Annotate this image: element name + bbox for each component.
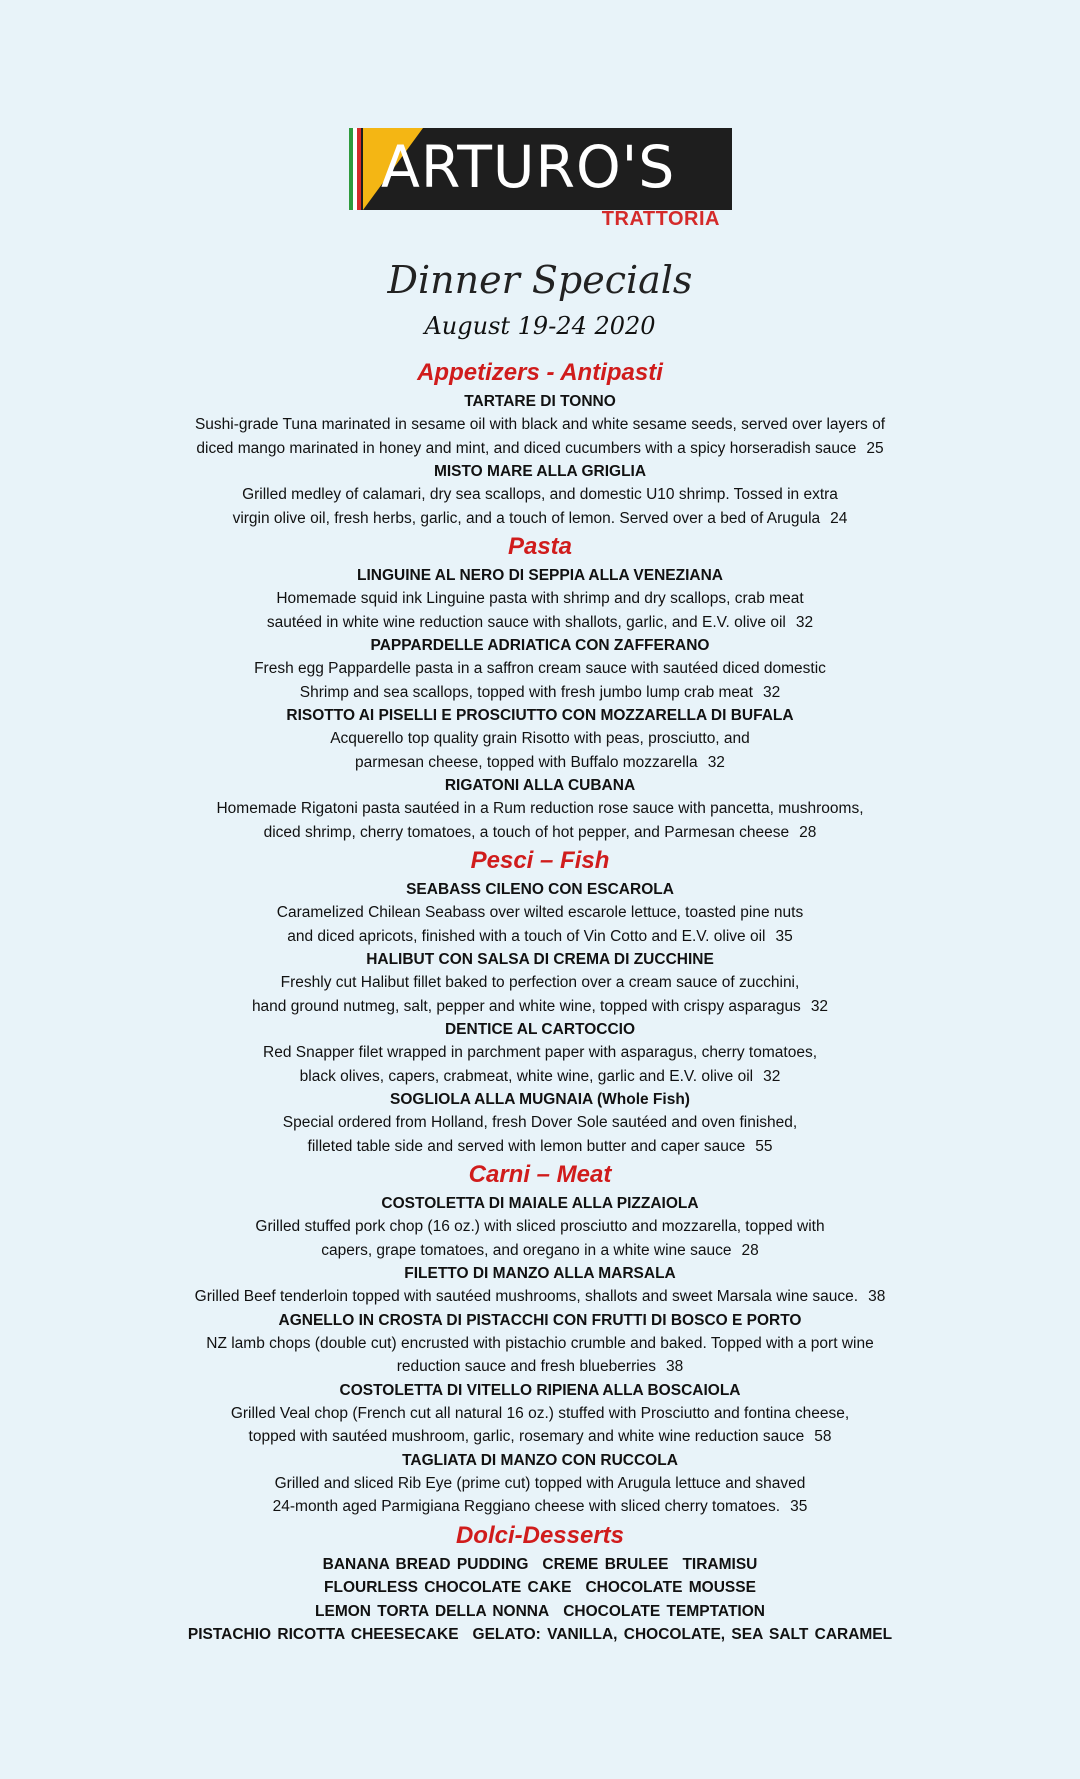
menu-item <box>120 878 960 948</box>
menu-item <box>120 1192 960 1262</box>
description-line: Grilled Veal chop (French cut all natural 16 oz.) stuffed with Prosciutto and fontina cheese, <box>230 1404 850 1422</box>
menu-item <box>120 1379 960 1449</box>
section-title: Dolci-Desserts <box>455 1521 625 1549</box>
item-name: HALIBUT CON SALSA DI CREMA DI ZUCCHINE <box>366 951 714 968</box>
section-title: Pasta <box>507 533 573 560</box>
description-line: Sushi-grade Tuna marinated in sesame oil with black and white sesame seeds, served over layers of <box>194 416 886 433</box>
item-price: 38 <box>868 1288 886 1305</box>
item-name: TAGLIATA DI MANZO CON RUCCOLA <box>402 1451 678 1469</box>
menu-item <box>120 1262 960 1309</box>
dessert-item: TIRAMISU <box>682 1555 758 1573</box>
item-description <box>120 1111 960 1158</box>
menu-item <box>120 634 960 704</box>
menu-item <box>120 948 960 1018</box>
item-description <box>120 413 960 460</box>
description-line: topped with sautéed mushroom, garlic, rosemary and white wine reduction sauce 58 <box>248 1428 832 1445</box>
desserts-section <box>120 1519 960 1647</box>
dessert-row <box>120 1576 960 1600</box>
menu-item <box>120 1018 960 1088</box>
description-line: Grilled medley of calamari, dry sea scallops, and domestic U10 shrimp. Tossed in extra <box>242 486 838 503</box>
description-line: black olives, capers, crabmeat, white wine, garlic and E.V. olive oil 32 <box>299 1067 781 1085</box>
description-line: sautéed in white wine reduction sauce with shallots, garlic, and E.V. olive oil 32 <box>266 613 814 631</box>
menu-item <box>120 460 960 530</box>
menu-content <box>120 356 960 1647</box>
item-name: FILETTO DI MANZO ALLA MARSALA <box>404 1265 676 1282</box>
item-price: 32 <box>763 1067 781 1085</box>
description-line: Freshly cut Halibut fillet baked to perfection over a cream sauce of zucchini, <box>280 974 800 991</box>
dessert-row <box>120 1623 960 1647</box>
item-description <box>120 1402 960 1449</box>
item-name: MISTO MARE ALLA GRIGLIA <box>433 463 647 480</box>
dessert-row <box>120 1553 960 1577</box>
item-name: AGNELLO IN CROSTA DI PISTACCHI CON FRUTTI DI BOSCO E PORTO <box>278 1311 802 1329</box>
item-description <box>120 657 960 704</box>
description-line: Grilled Beef tenderloin topped with sautéed mushrooms, shallots and sweet Marsala wine sauce. 38 <box>194 1288 886 1305</box>
description-line: hand ground nutmeg, salt, pepper and white wine, topped with crispy asparagus 32 <box>251 997 829 1015</box>
item-price: 35 <box>775 927 793 945</box>
item-price: 55 <box>755 1137 773 1155</box>
dessert-item: FLOURLESS CHOCOLATE CAKE <box>324 1579 572 1596</box>
description-line: reduction sauce and fresh blueberries 38 <box>396 1358 684 1375</box>
item-name: TARTARE DI TONNO <box>464 393 616 410</box>
description-line: Special ordered from Holland, fresh Dover Sole sautéed and oven finished, <box>282 1114 798 1131</box>
dessert-item: CREME BRULEE <box>542 1555 669 1573</box>
item-name: DENTICE AL CARTOCCIO <box>444 1021 636 1038</box>
item-price: 32 <box>707 753 725 771</box>
description-line: 24-month aged Parmigiana Reggiano cheese with sliced cherry tomatoes. 35 <box>272 1498 808 1515</box>
menu-item <box>120 1088 960 1158</box>
menu-section <box>120 530 960 844</box>
menu-section <box>120 844 960 1158</box>
dessert-item: LEMON TORTA DELLA NONNA <box>315 1602 550 1620</box>
menu-item <box>120 1449 960 1519</box>
item-price: 25 <box>866 439 884 457</box>
item-description <box>120 727 960 774</box>
dessert-item: CHOCOLATE TEMPTATION <box>563 1602 765 1620</box>
item-description <box>120 797 960 844</box>
item-description <box>120 971 960 1018</box>
dessert-item: CHOCOLATE MOUSSE <box>585 1579 756 1596</box>
item-description <box>120 1332 960 1379</box>
description-line: Grilled stuffed pork chop (16 oz.) with sliced prosciutto and mozzarella, topped with <box>255 1218 825 1235</box>
page-title: Dinner Specials <box>387 258 693 302</box>
description-line: Grilled and sliced Rib Eye (prime cut) topped with Arugula lettuce and shaved <box>274 1474 806 1492</box>
item-price: 24 <box>830 509 848 527</box>
menu-section <box>120 1158 960 1519</box>
item-price: 32 <box>810 997 829 1015</box>
description-line: capers, grape tomatoes, and oregano in a white wine sauce 28 <box>321 1241 759 1259</box>
menu-item <box>120 390 960 460</box>
menu-item <box>120 774 960 844</box>
logo-subtitle: TRATTORIA <box>601 208 720 230</box>
description-line: virgin olive oil, fresh herbs, garlic, and a touch of lemon. Served over a bed of Arugula 24 <box>232 509 848 527</box>
item-description <box>120 483 960 530</box>
item-name: PAPPARDELLE ADRIATICA CON ZAFFERANO <box>370 637 710 654</box>
item-description <box>120 587 960 634</box>
section-title: Pesci – Fish <box>470 847 610 874</box>
item-name: RIGATONI ALLA CUBANA <box>444 777 636 794</box>
item-price: 28 <box>799 823 817 841</box>
item-price: 38 <box>666 1358 684 1375</box>
item-price: 28 <box>741 1241 759 1259</box>
item-price: 32 <box>795 613 814 631</box>
description-line: Acquerello top quality grain Risotto with peas, prosciutto, and <box>330 730 750 747</box>
item-description <box>120 1215 960 1262</box>
description-line: parmesan cheese, topped with Buffalo mozzarella 32 <box>355 753 725 771</box>
item-price: 35 <box>790 1498 808 1515</box>
date-range: August 19-24 2020 <box>424 312 656 340</box>
dessert-item: GELATO: VANILLA, CHOCOLATE, SEA SALT CARAMEL <box>472 1626 893 1643</box>
item-name: RISOTTO AI PISELLI E PROSCIUTTO CON MOZZARELLA DI BUFALA <box>286 707 794 724</box>
menu-section <box>120 356 960 530</box>
item-description <box>120 1041 960 1088</box>
description-line: Homemade squid ink Linguine pasta with shrimp and dry scallops, crab meat <box>276 590 804 607</box>
logo-wordmark: ARTURO'S <box>381 133 676 201</box>
dessert-row <box>120 1600 960 1624</box>
dessert-item: BANANA BREAD PUDDING <box>322 1555 529 1573</box>
description-line: Homemade Rigatoni pasta sautéed in a Rum reduction rose sauce with pancetta, mushrooms, <box>216 800 864 817</box>
description-line: diced shrimp, cherry tomatoes, a touch of hot pepper, and Parmesan cheese 28 <box>263 823 817 841</box>
item-price: 58 <box>814 1428 832 1445</box>
item-name: SOGLIOLA ALLA MUGNAIA (Whole Fish) <box>390 1091 690 1108</box>
arturos-logo <box>349 128 732 210</box>
item-price: 32 <box>762 683 781 701</box>
description-line: and diced apricots, finished with a touch of Vin Cotto and E.V. olive oil 35 <box>287 927 793 945</box>
item-description <box>120 1472 960 1519</box>
item-name: COSTOLETTA DI MAIALE ALLA PIZZAIOLA <box>381 1195 699 1212</box>
menu-item <box>120 564 960 634</box>
description-line: filleted table side and served with lemon butter and caper sauce 55 <box>307 1137 773 1155</box>
description-line: Shrimp and sea scallops, topped with fresh jumbo lump crab meat 32 <box>299 683 781 701</box>
description-line: NZ lamb chops (double cut) encrusted with pistachio crumble and baked. Topped with a port wine <box>206 1334 874 1352</box>
menu-item <box>120 1309 960 1379</box>
description-line: Fresh egg Pappardelle pasta in a saffron cream sauce with sautéed diced domestic <box>254 660 826 677</box>
menu-item <box>120 704 960 774</box>
item-description <box>120 1285 960 1309</box>
description-line: diced mango marinated in honey and mint, and diced cucumbers with a spicy horseradish sauce 25 <box>196 439 884 457</box>
description-line: Red Snapper filet wrapped in parchment paper with asparagus, cherry tomatoes, <box>263 1044 817 1061</box>
description-line: Caramelized Chilean Seabass over wilted escarole lettuce, toasted pine nuts <box>276 904 804 921</box>
flag-stripe-red <box>357 128 361 210</box>
item-name: LINGUINE AL NERO DI SEPPIA ALLA VENEZIANA <box>357 567 723 584</box>
item-name: SEABASS CILENO CON ESCAROLA <box>406 881 674 898</box>
dessert-item: PISTACHIO RICOTTA CHEESECAKE <box>187 1626 459 1643</box>
item-name: COSTOLETTA DI VITELLO RIPIENA ALLA BOSCAIOLA <box>339 1381 741 1399</box>
item-description <box>120 901 960 948</box>
section-title: Appetizers - Antipasti <box>417 359 663 386</box>
section-title: Carni – Meat <box>468 1161 612 1188</box>
